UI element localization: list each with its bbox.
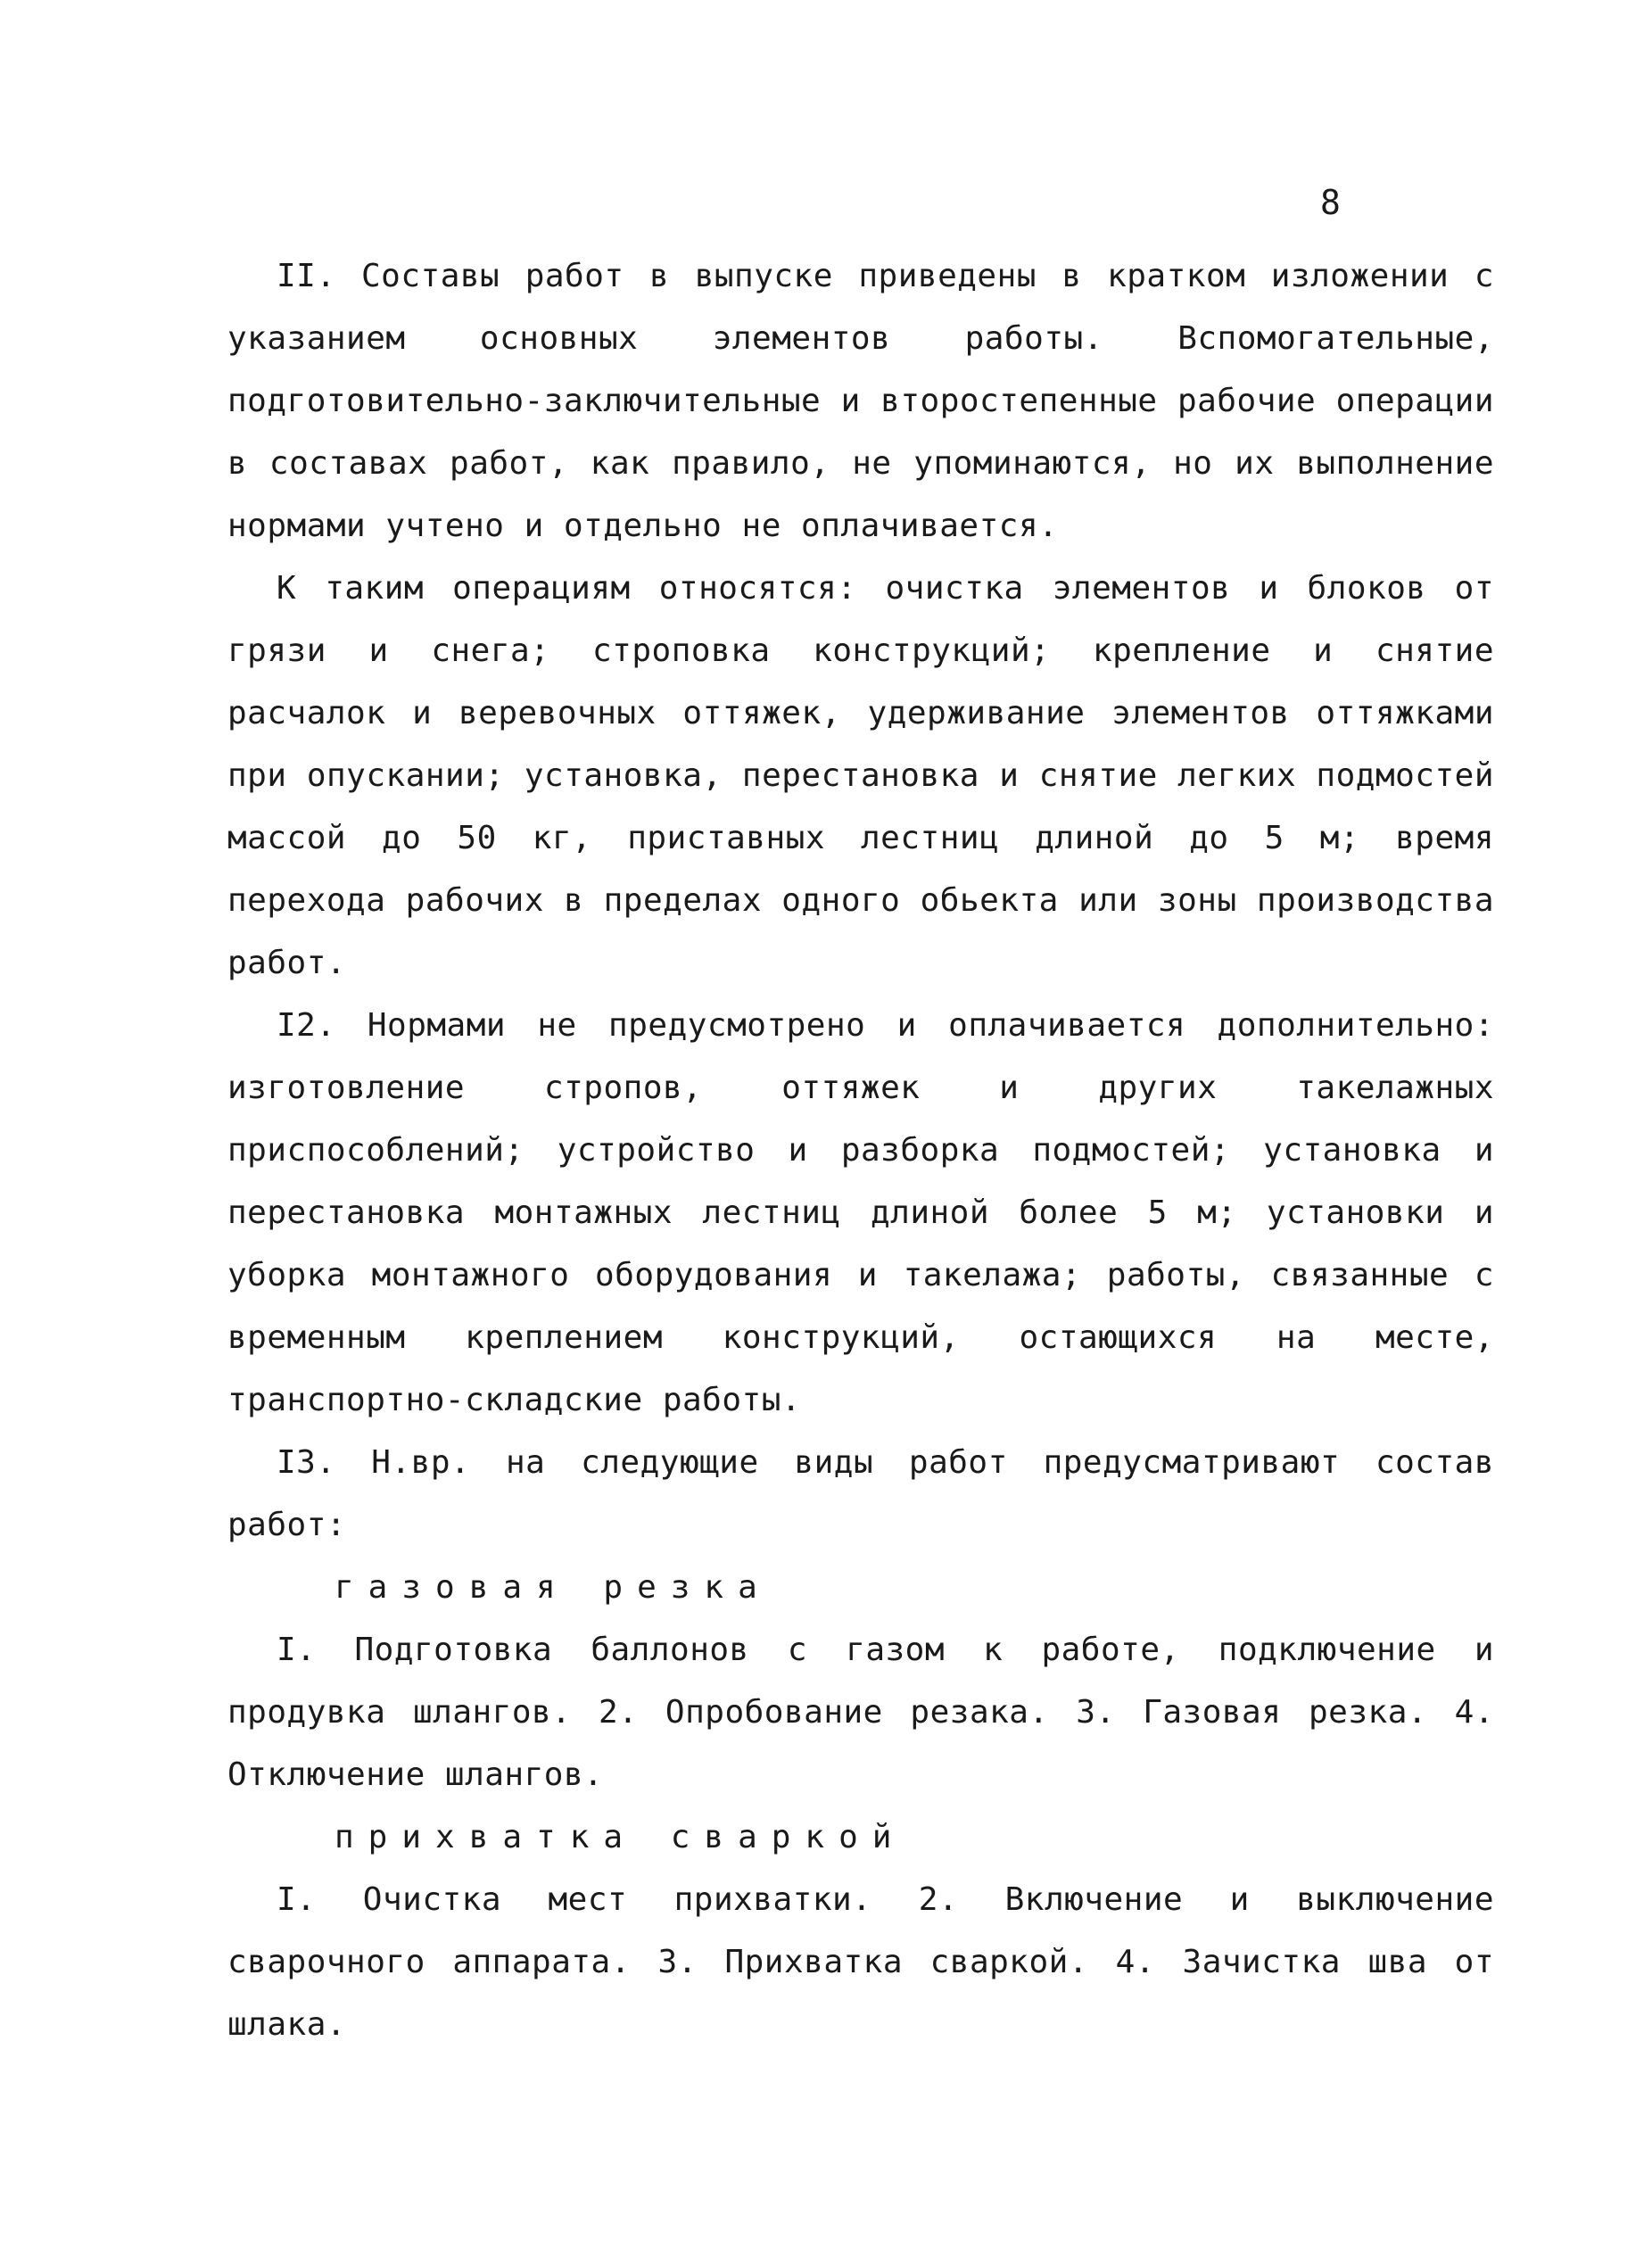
- paragraph-11: II. Составы работ в выпуске приведены в кратком изложении с указанием основных элементов работы. Вспомогательные, подготовительно-заключительные и второстепенные рабочие операции в составах работ, как правило, не упоминаются, но их выполнение нормами учтено и отдельно не оплачивается.: [227, 258, 1494, 544]
- paragraph-12: I2. Нормами не предусмотрено и оплачивается дополнительно: изготовление стропов, оттяжек и других такелажных приспособлений; устройство и разборка подмостей; установка и перестановка монтажных лестниц длиной более 5 м; установки и уборка монтажного оборудования и такелажа; работы, связанные с временным креплением конструкций, остающихся на месте, транспортно-складские работы.: [227, 1007, 1494, 1418]
- heading-gas-cutting: газовая резка: [335, 1569, 772, 1606]
- paragraph-13: I3. Н.вр. на следующие виды работ предусматривают состав работ:: [227, 1444, 1494, 1543]
- page-number: 8: [1320, 183, 1341, 222]
- tack-welding-steps: I. Очистка мест прихватки. 2. Включение и выключение сварочного аппарата. 3. Прихватка сваркой. 4. Зачистка шва от шлака.: [227, 1881, 1494, 2043]
- gas-cutting-steps: I. Подготовка баллонов с газом к работе, подключение и продувка шлангов. 2. Опробование резака. 3. Газовая резка. 4. Отключение шлангов.: [227, 1632, 1494, 1793]
- document-body: [227, 245, 1494, 2056]
- heading-tack-welding: прихватка сваркой: [335, 1819, 906, 1855]
- paragraph-11-continuation: К таким операциям относятся: очистка элементов и блоков от грязи и снега; строповка конструкций; крепление и снятие расчалок и веревочных оттяжек, удерживание элементов оттяжками при опускании; установка, перестановка и снятие легких подмостей массой до 50 кг, приставных лестниц длиной до 5 м; время перехода рабочих в пределах одного обьекта или зоны производства работ.: [227, 570, 1494, 981]
